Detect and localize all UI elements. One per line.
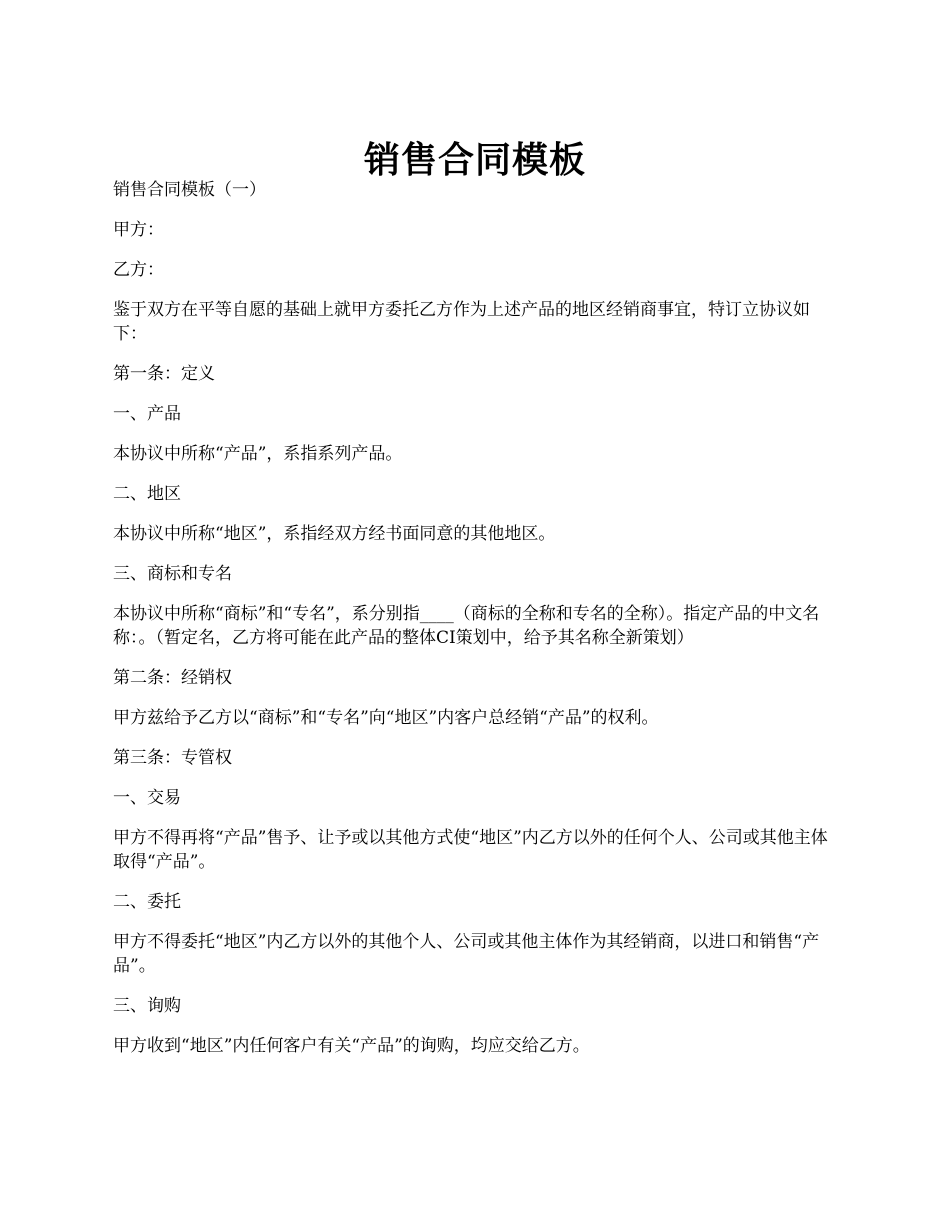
paragraph-region-definition: 本协议中所称“地区”，系指经双方经书面同意的其他地区。 — [113, 524, 556, 544]
subheading-region: 二、地区 — [113, 484, 181, 504]
paragraph-inquiry: 甲方收到“地区”内任何客户有关“产品”的询购，均应交给乙方。 — [113, 1036, 590, 1056]
section-heading-distribution-rights: 第二条：经销权 — [113, 668, 232, 688]
paragraph-trademark-definition: 本协议中所称“商标”和“专名”，系分别指____（商标的全称和专名的全称）。指定产品的中文名称：。（暂定名，乙方将可能在此产品的整体CI策划中，给予其名称全新策划） — [113, 604, 820, 648]
section-heading-exclusive-rights: 第三条：专管权 — [113, 748, 232, 768]
subheading-trademark: 三、商标和专名 — [113, 564, 232, 584]
subheading-entrustment: 二、委托 — [113, 892, 181, 912]
paragraph-party-a: 甲方： — [113, 220, 164, 240]
paragraph-distribution-rights: 甲方兹给予乙方以“商标”和“专名”向“地区”内客户总经销“产品”的权利。 — [113, 708, 659, 728]
section-heading-definitions: 第一条：定义 — [113, 364, 215, 384]
document-title: 销售合同模板 — [363, 139, 586, 182]
subheading-product: 一、产品 — [113, 404, 181, 424]
subheading-transaction: 一、交易 — [113, 788, 181, 808]
paragraph-entrustment: 甲方不得委托“地区”内乙方以外的其他个人、公司或其他主体作为其经销商，以进口和销售“产品”。 — [113, 932, 820, 976]
paragraph-preamble: 鉴于双方在平等自愿的基础上就甲方委托乙方作为上述产品的地区经销商事宜，特订立协议如下： — [113, 300, 810, 344]
paragraph-transaction: 甲方不得再将“产品”售予、让予或以其他方式使“地区”内乙方以外的任何个人、公司或其他主体取得“产品”。 — [113, 828, 828, 872]
paragraph-party-b: 乙方： — [113, 260, 164, 280]
subheading-inquiry: 三、询购 — [113, 996, 181, 1016]
document-body — [113, 178, 839, 1074]
paragraph-contract-subtitle: 销售合同模板（一） — [113, 180, 266, 200]
paragraph-product-definition: 本协议中所称“产品”，系指系列产品。 — [113, 444, 403, 464]
